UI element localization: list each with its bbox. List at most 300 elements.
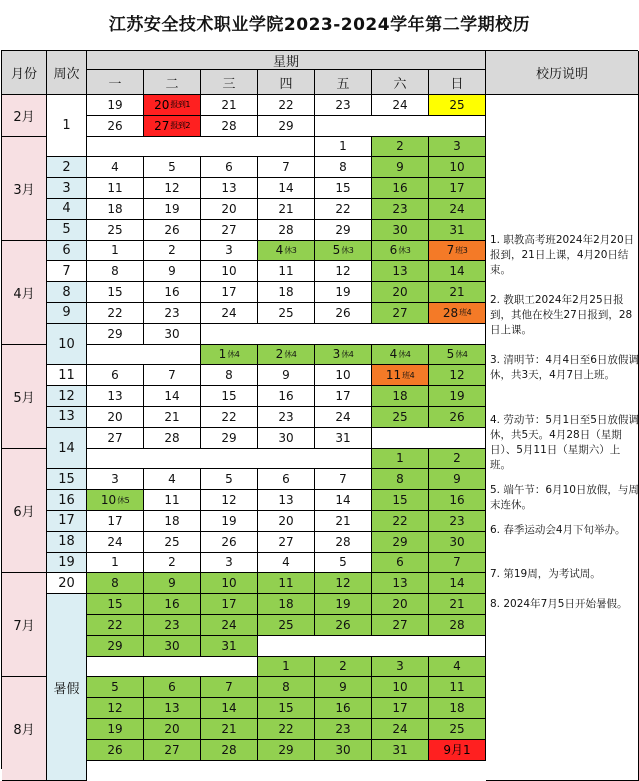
day-cell (372, 178, 429, 199)
day-number: 28 (449, 617, 465, 632)
day-cell (87, 490, 144, 511)
day-number: 15 (221, 389, 237, 404)
day-cell (87, 365, 144, 386)
empty-cell (87, 137, 315, 158)
day-cell (315, 407, 372, 428)
month-label: 5月 (13, 390, 35, 406)
day-cell (429, 241, 486, 262)
day-number: 29 (392, 534, 408, 549)
day-cell (429, 615, 486, 636)
day-cell (201, 511, 258, 532)
day-cell (429, 199, 486, 220)
day-cell (429, 677, 486, 698)
day-cell (315, 615, 372, 636)
week-cell (47, 261, 87, 282)
day-cell (315, 137, 372, 158)
notes-panel (486, 95, 639, 781)
day-cell (258, 199, 315, 220)
day-number: 22 (278, 97, 294, 112)
day-number: 18 (449, 701, 465, 716)
day-cell (144, 407, 201, 428)
day-cell (315, 386, 372, 407)
day-cell (372, 449, 429, 470)
day-number: 23 (449, 513, 465, 528)
day-number: 16 (164, 285, 180, 300)
day-cell (201, 698, 258, 719)
day-cell (87, 199, 144, 220)
week-label: 暑假 (53, 681, 80, 697)
day-number: 25 (449, 97, 465, 112)
day-number: 10 (449, 160, 465, 175)
day-cell (315, 365, 372, 386)
day-cell (87, 386, 144, 407)
empty-cell (87, 345, 201, 366)
day-number: 18 (278, 597, 294, 612)
day-cell (429, 469, 486, 490)
day-cell (258, 282, 315, 303)
day-number: 9月1 (443, 743, 471, 758)
day-cell (87, 615, 144, 636)
day-number: 5 (225, 472, 233, 487)
month-label: 7月 (13, 619, 35, 635)
day-cell (258, 157, 315, 178)
day-cell (429, 137, 486, 158)
day-number: 13 (221, 181, 237, 196)
day-cell (258, 532, 315, 553)
day-cell (315, 303, 372, 324)
week-cell (47, 594, 87, 781)
day-number: 7 (225, 680, 233, 695)
day-number: 15 (107, 597, 123, 612)
day-number: 18 (107, 201, 123, 216)
day-number: 28 (442, 305, 459, 320)
notes-header (486, 51, 639, 95)
day-cell (372, 241, 429, 262)
day-number: 27 (392, 305, 408, 320)
day-number: 16 (335, 701, 351, 716)
day-cell (372, 698, 429, 719)
weekday-header (201, 70, 258, 95)
day-cell (87, 95, 144, 116)
day-number: 19 (221, 513, 237, 528)
week-cell (47, 220, 87, 241)
month-cell (2, 573, 47, 677)
day-number: 2 (168, 555, 176, 570)
day-cell (87, 116, 144, 137)
day-number: 26 (107, 742, 123, 757)
week-cell (47, 469, 87, 490)
week-label: 7 (62, 263, 71, 279)
day-cell (144, 719, 201, 740)
day-number: 26 (335, 305, 351, 320)
day-number: 3 (332, 347, 341, 362)
day-number: 9 (282, 368, 290, 383)
week-cell (47, 428, 87, 470)
day-number: 30 (164, 326, 180, 341)
day-number: 13 (392, 576, 408, 591)
day-number: 20 (392, 285, 408, 300)
day-number: 6 (282, 472, 290, 487)
day-number: 20 (154, 97, 170, 112)
day-cell (429, 95, 486, 116)
day-number: 17 (335, 389, 351, 404)
day-number: 2 (396, 139, 404, 154)
day-cell (258, 657, 315, 678)
day-cell (429, 532, 486, 553)
day-number: 20 (392, 597, 408, 612)
day-cell (87, 677, 144, 698)
note-item: 2. 教职工2024年2月25日报到，其他在校生27日报到，28日上课。 (490, 294, 633, 336)
day-number: 12 (335, 576, 351, 591)
day-cell (87, 428, 144, 449)
day-cell (258, 95, 315, 116)
day-cell (429, 220, 486, 241)
day-number: 1 (339, 139, 347, 154)
weekday-group-header (87, 51, 486, 70)
day-cell (372, 282, 429, 303)
day-cell (315, 719, 372, 740)
day-number: 4 (275, 243, 284, 258)
day-tag: 班4 (459, 308, 472, 318)
day-cell (258, 428, 315, 449)
day-number: 21 (221, 97, 237, 112)
week-cell (47, 199, 87, 220)
day-cell (372, 95, 429, 116)
day-number: 4 (389, 347, 398, 362)
day-number: 17 (107, 513, 123, 528)
day-cell (372, 469, 429, 490)
day-number: 16 (392, 181, 408, 196)
day-number: 29 (335, 222, 351, 237)
day-tag: 休3 (341, 245, 354, 255)
day-number: 15 (392, 493, 408, 508)
day-number: 21 (221, 721, 237, 736)
week-cell (47, 553, 87, 574)
notes-header-label: 校历说明 (535, 67, 588, 82)
day-number: 17 (449, 181, 465, 196)
day-number: 17 (221, 597, 237, 612)
day-cell (258, 573, 315, 594)
day-cell (144, 178, 201, 199)
day-cell (258, 698, 315, 719)
day-cell (87, 157, 144, 178)
day-number: 8 (111, 576, 119, 591)
day-number: 14 (164, 389, 180, 404)
day-cell (201, 407, 258, 428)
day-number: 14 (449, 576, 465, 591)
day-cell (201, 719, 258, 740)
day-number: 2 (275, 347, 284, 362)
day-number: 23 (164, 617, 180, 632)
day-number: 26 (449, 409, 465, 424)
day-cell (372, 740, 429, 761)
day-number: 20 (164, 721, 180, 736)
day-cell (258, 116, 315, 137)
week-label: 14 (58, 440, 75, 456)
day-number: 9 (396, 160, 404, 175)
day-cell (372, 657, 429, 678)
day-number: 25 (278, 305, 294, 320)
day-cell (258, 386, 315, 407)
day-number: 7 (168, 368, 176, 383)
day-number: 22 (107, 305, 123, 320)
day-number: 28 (278, 222, 294, 237)
day-number: 3 (225, 555, 233, 570)
day-cell (372, 261, 429, 282)
day-cell (372, 615, 429, 636)
day-number: 17 (392, 701, 408, 716)
day-number: 14 (335, 493, 351, 508)
week-label: 11 (58, 367, 75, 383)
day-cell (201, 594, 258, 615)
day-cell (315, 677, 372, 698)
day-number: 23 (335, 97, 351, 112)
day-cell (315, 178, 372, 199)
day-number: 28 (164, 430, 180, 445)
day-cell (429, 719, 486, 740)
week-label: 13 (58, 409, 75, 425)
day-cell (372, 511, 429, 532)
day-cell (144, 199, 201, 220)
day-cell (372, 573, 429, 594)
weekday-label: 一 (108, 76, 122, 92)
day-cell (87, 511, 144, 532)
day-number: 1 (111, 243, 119, 258)
day-cell (258, 490, 315, 511)
day-cell (144, 740, 201, 761)
week-label: 3 (62, 180, 71, 196)
day-number: 5 (168, 160, 176, 175)
day-number: 15 (107, 285, 123, 300)
calendar-table (1, 50, 638, 769)
day-cell (372, 719, 429, 740)
day-number: 9 (453, 472, 461, 487)
day-cell (258, 261, 315, 282)
day-number: 19 (335, 597, 351, 612)
week-cell (47, 365, 87, 386)
day-number: 30 (449, 534, 465, 549)
note-item: 5. 端午节：6月10日放假，与周末连休。 (490, 484, 639, 511)
note-item: 3. 清明节：4月4日至6日放假调休，共3天，4月7日上班。 (490, 354, 639, 381)
day-number: 23 (392, 201, 408, 216)
day-cell (429, 157, 486, 178)
day-cell (87, 573, 144, 594)
day-number: 2 (339, 659, 347, 674)
day-number: 27 (154, 118, 170, 133)
day-cell (258, 594, 315, 615)
day-number: 7 (453, 555, 461, 570)
day-number: 8 (225, 368, 233, 383)
day-cell (144, 282, 201, 303)
week-label: 20 (58, 575, 75, 591)
day-cell (87, 324, 144, 345)
day-cell (201, 303, 258, 324)
day-cell (315, 345, 372, 366)
day-number: 18 (164, 513, 180, 528)
day-cell (144, 324, 201, 345)
day-cell (372, 553, 429, 574)
day-number: 27 (278, 534, 294, 549)
weekday-header (87, 70, 144, 95)
day-cell (429, 698, 486, 719)
day-number: 20 (278, 513, 294, 528)
day-number: 19 (335, 285, 351, 300)
day-cell (258, 553, 315, 574)
day-cell (372, 303, 429, 324)
day-cell (144, 573, 201, 594)
day-number: 7 (339, 472, 347, 487)
day-cell (201, 490, 258, 511)
day-number: 11 (164, 493, 180, 508)
day-cell (144, 553, 201, 574)
day-cell (201, 573, 258, 594)
day-number: 3 (453, 139, 461, 154)
month-cell (2, 95, 47, 137)
week-cell (47, 386, 87, 407)
day-cell (315, 95, 372, 116)
day-number: 28 (335, 534, 351, 549)
day-cell (201, 740, 258, 761)
day-tag: 报到2 (170, 121, 190, 131)
day-cell (87, 698, 144, 719)
day-number: 4 (453, 659, 461, 674)
day-number: 12 (107, 701, 123, 716)
week-cell (47, 303, 87, 324)
empty-cell (87, 449, 372, 470)
day-number: 21 (335, 513, 351, 528)
page-title: 江苏安全技术职业学院2023-2024学年第二学期校历 (108, 15, 531, 35)
day-cell (87, 719, 144, 740)
day-number: 3 (396, 659, 404, 674)
day-number: 6 (225, 160, 233, 175)
day-number: 1 (218, 347, 227, 362)
day-number: 5 (111, 680, 119, 695)
day-cell (87, 636, 144, 657)
day-number: 30 (278, 430, 294, 445)
day-cell (144, 532, 201, 553)
day-number: 3 (111, 472, 119, 487)
weekday-header (372, 70, 429, 95)
day-cell (144, 698, 201, 719)
day-cell (372, 677, 429, 698)
day-number: 22 (392, 513, 408, 528)
week-label: 18 (58, 534, 75, 550)
day-cell (429, 407, 486, 428)
day-number: 21 (449, 597, 465, 612)
note-item: 8. 2024年7月5日开始暑假。 (490, 598, 628, 610)
day-number: 25 (392, 409, 408, 424)
day-cell (429, 178, 486, 199)
day-cell (201, 553, 258, 574)
day-number: 29 (278, 742, 294, 757)
day-number: 24 (107, 534, 123, 549)
month-header-label: 月份 (10, 67, 37, 82)
day-number: 13 (164, 701, 180, 716)
day-cell (201, 157, 258, 178)
week-label: 4 (62, 201, 71, 217)
day-number: 28 (221, 118, 237, 133)
day-cell (315, 657, 372, 678)
day-cell (201, 261, 258, 282)
day-cell (315, 490, 372, 511)
day-cell (144, 116, 201, 137)
day-cell (372, 199, 429, 220)
day-number: 5 (332, 243, 341, 258)
month-label: 6月 (13, 504, 35, 520)
day-number: 18 (278, 285, 294, 300)
day-number: 10 (221, 264, 237, 279)
day-cell (315, 282, 372, 303)
day-cell (87, 532, 144, 553)
day-number: 4 (282, 555, 290, 570)
week-label: 6 (62, 242, 71, 258)
day-number: 8 (282, 680, 290, 695)
day-cell (144, 365, 201, 386)
weekday-label: 日 (450, 76, 464, 92)
day-number: 29 (221, 430, 237, 445)
day-number: 15 (335, 181, 351, 196)
day-cell (429, 553, 486, 574)
day-number: 7 (446, 243, 455, 258)
day-cell (201, 282, 258, 303)
day-cell (372, 407, 429, 428)
note-item: 1. 职教高考班2024年2月20日报到，21日上课，4月20日结束。 (490, 234, 635, 276)
weekday-label: 三 (222, 76, 236, 92)
day-cell (144, 261, 201, 282)
day-number: 12 (449, 368, 465, 383)
day-cell (201, 636, 258, 657)
day-cell (87, 261, 144, 282)
week-label: 1 (62, 118, 71, 134)
day-number: 16 (449, 493, 465, 508)
day-cell (315, 573, 372, 594)
week-label: 15 (58, 471, 75, 487)
day-cell (258, 677, 315, 698)
day-cell (429, 657, 486, 678)
weekday-header (315, 70, 372, 95)
day-number: 12 (335, 264, 351, 279)
day-number: 25 (107, 222, 123, 237)
day-cell (315, 261, 372, 282)
day-cell (429, 386, 486, 407)
day-cell (201, 428, 258, 449)
day-cell (258, 719, 315, 740)
day-cell (201, 178, 258, 199)
weekday-label: 六 (393, 76, 407, 92)
day-cell (372, 157, 429, 178)
day-number: 19 (449, 389, 465, 404)
month-cell (2, 677, 47, 781)
day-number: 26 (107, 118, 123, 133)
day-cell (201, 677, 258, 698)
day-number: 19 (107, 97, 123, 112)
day-number: 31 (449, 222, 465, 237)
day-cell (372, 345, 429, 366)
day-cell (144, 615, 201, 636)
day-cell (201, 199, 258, 220)
day-tag: 班3 (455, 245, 468, 255)
week-cell (47, 282, 87, 303)
day-number: 19 (107, 721, 123, 736)
day-number: 22 (278, 721, 294, 736)
day-cell (429, 261, 486, 282)
month-label: 8月 (13, 723, 35, 739)
day-tag: 休3 (284, 245, 297, 255)
day-number: 29 (107, 326, 123, 341)
day-cell (201, 116, 258, 137)
day-number: 1 (396, 451, 404, 466)
day-number: 31 (335, 430, 351, 445)
